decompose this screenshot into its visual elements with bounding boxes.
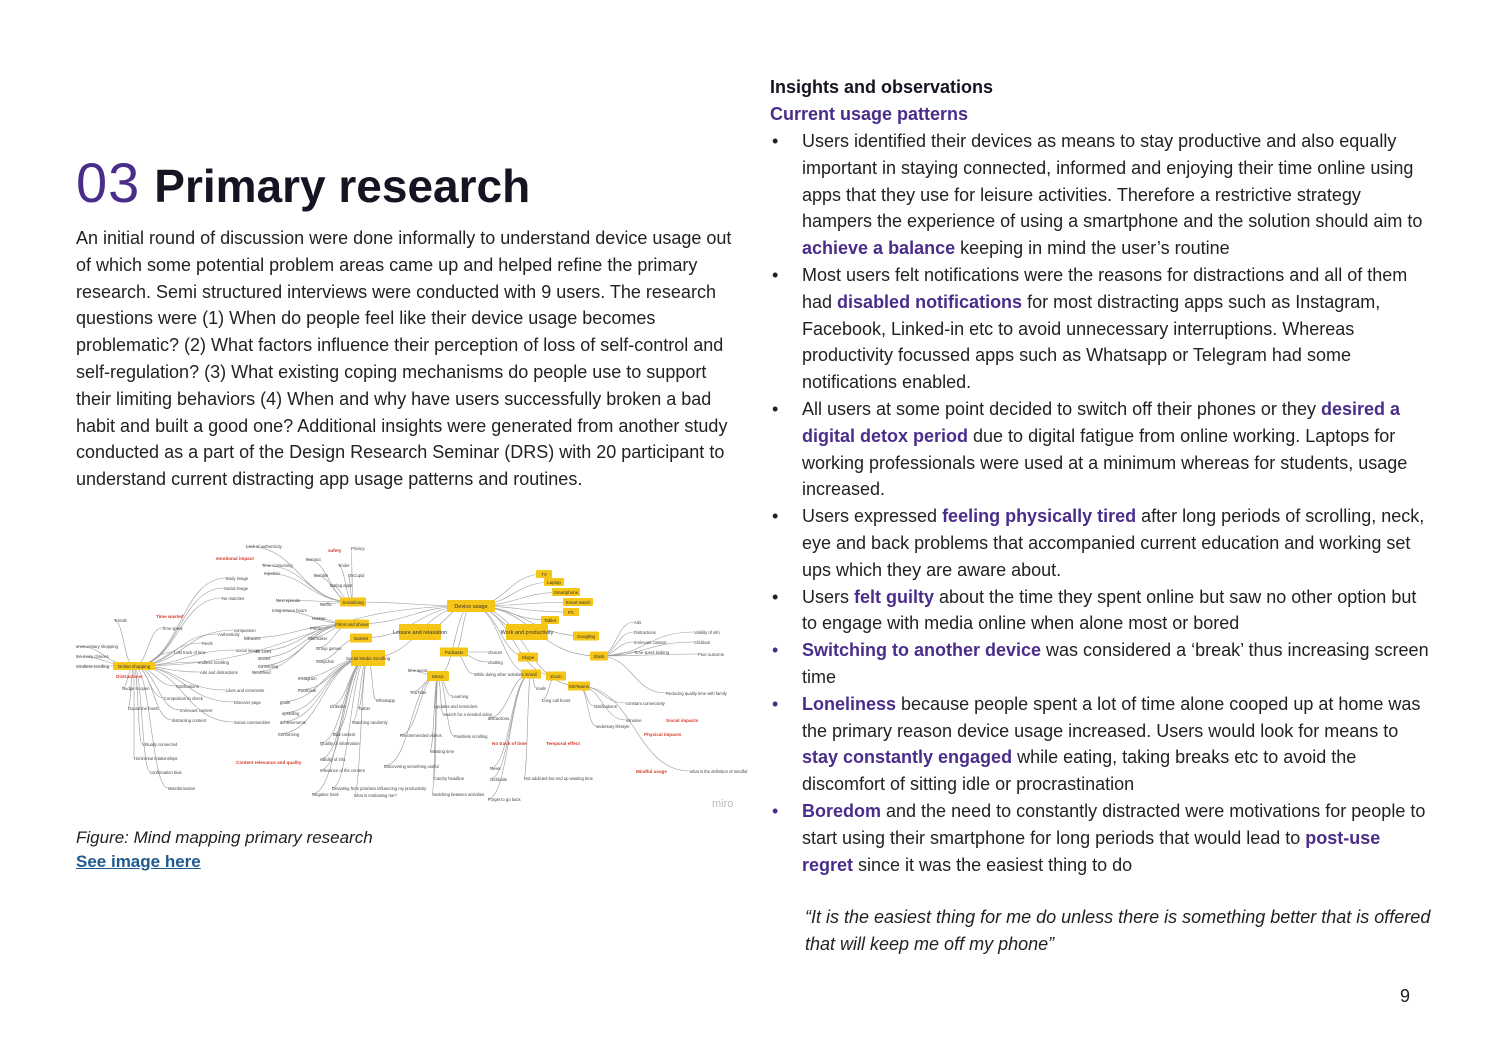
mind-map-category: safety <box>328 548 342 553</box>
mind-map-label: Clickbait <box>694 640 710 645</box>
figure-caption: Figure: Mind mapping primary research <box>76 828 373 847</box>
mind-map-label: mindless scrolling <box>76 664 110 669</box>
mind-map-label: Instagram <box>298 676 317 681</box>
mind-map-connector <box>599 656 666 693</box>
mind-map-node-label: PC <box>567 610 575 615</box>
mind-map-label: Hotstar <box>312 616 326 621</box>
mind-map-label: Forget to go back <box>488 797 521 802</box>
mind-map-connector <box>114 620 134 666</box>
mind-map-node-label: Smartphone <box>553 590 579 595</box>
mind-map-node-label: Films and shows <box>335 622 369 627</box>
mind-map-category: emotional impact <box>216 556 254 561</box>
mind-map-connector <box>320 658 368 770</box>
mind-map-label: Snapchat <box>316 659 334 664</box>
mind-map-label: Tinder <box>338 563 350 568</box>
mind-map-label: Switching between activities <box>432 792 485 797</box>
mind-map-label: what is motivating me? <box>354 793 397 798</box>
mind-map-label: Wasting time <box>430 749 455 754</box>
insights-list <box>770 128 1432 878</box>
mind-map-node-label: TV <box>541 572 547 577</box>
mind-map-label: Dating apps <box>330 583 353 588</box>
mind-map-label: Connecting <box>278 732 300 737</box>
mind-map-label: Facebook <box>298 688 317 693</box>
mind-map-label: Irrelevant content <box>634 640 667 645</box>
mind-map-node-label: Socializing <box>342 600 364 605</box>
mind-map-category: Mindful usage <box>636 769 667 774</box>
mind-map-connector <box>524 674 531 778</box>
mind-map-label: Notifications <box>176 684 199 689</box>
mind-map-label: LinkedIn <box>330 704 346 709</box>
mind-map-label: Reducing quality time with family <box>666 691 727 696</box>
mind-map-connector <box>134 628 162 666</box>
mind-map-label: Nudge to open <box>122 686 150 691</box>
mind-map-label: Updates and reminders <box>434 704 478 709</box>
mind-map-label: Notifications <box>594 704 617 709</box>
mind-map-node-label: Work and productivity <box>500 630 554 636</box>
mind-map-label: Virtually connected <box>142 742 178 747</box>
mind-map-label: endless scrolling <box>198 660 229 665</box>
mind-map-label: No matches <box>222 596 245 601</box>
user-quote: “It is the easiest thing for me do unless there is something better that is offered that will keep me off my phone” <box>805 907 1431 955</box>
mind-map-label: comparison <box>234 628 256 633</box>
mind-map-label: mails <box>536 686 546 691</box>
mind-map-connector <box>312 658 368 794</box>
mind-map-label: Whatsapp <box>376 698 395 703</box>
mind-map-connector <box>490 674 531 768</box>
mind-map-connector <box>400 676 438 735</box>
mind-map-label: Time spent looking <box>634 650 669 655</box>
mind-map-label: Starmaker <box>308 636 328 641</box>
mind-map-connector <box>352 658 368 722</box>
mind-map-label: OkCupid <box>348 573 365 578</box>
bullet-dot: • <box>772 131 779 151</box>
mind-map-label: connecting <box>258 664 279 669</box>
mind-map-label: chatting <box>488 660 503 665</box>
mind-map-node-label: Games <box>353 636 369 641</box>
mind-map-label: followers <box>244 636 261 641</box>
mind-map-figure[interactable] <box>76 540 748 815</box>
mind-map-category: Social impacts <box>666 718 699 723</box>
mind-map-label: Social image <box>224 586 248 591</box>
mind-map-label: Lost track of time <box>174 650 206 655</box>
mind-map-node-label: Smart watch <box>565 600 591 605</box>
mind-map-label: confirmation bias <box>150 770 182 775</box>
mind-map-connector <box>579 686 626 720</box>
mind-map-label: Social communities <box>234 720 271 725</box>
mind-map-category: Time wasted <box>156 614 184 619</box>
mind-map-label: Catchy headline <box>434 776 465 781</box>
mind-map-node-label: Tablet <box>543 618 557 623</box>
mind-map-label: Next episode <box>276 598 301 603</box>
mind-map-label: Long call hours <box>542 698 571 703</box>
mind-map-label: Newsfeed <box>252 670 271 675</box>
mind-map-label: Discover page <box>234 700 261 705</box>
mind-map-label: Quality of information <box>320 741 360 746</box>
mind-map-label: Group games <box>316 646 342 651</box>
mind-map-label: News <box>490 766 501 771</box>
right-column <box>770 74 1432 958</box>
mind-map-label: Dopamine boost <box>128 706 159 711</box>
bullet-dot: • <box>772 506 779 527</box>
mind-map-label: Poor outcome <box>698 652 725 657</box>
mind-map-category: Content relevance and quality <box>236 760 302 765</box>
mind-map-category: Distractions <box>116 674 143 679</box>
mind-map-label: goals <box>280 700 291 705</box>
section-title: Primary research <box>154 160 531 212</box>
mind-map-connector <box>599 622 634 656</box>
bullet-dot: • <box>772 640 779 661</box>
left-column <box>76 150 736 493</box>
mind-map-label: Twitter <box>358 706 371 711</box>
mind-map-label: unnecessary shopping <box>76 644 118 649</box>
mind-map-label: Burnout <box>306 557 321 562</box>
mind-map-node-label: Device usage <box>454 604 488 610</box>
bullet-dot: • <box>772 264 779 285</box>
mind-map-label: Irrelevant content <box>180 708 213 713</box>
mind-map-label: Distractions <box>634 630 656 635</box>
mind-map-label: Bad content <box>333 732 356 737</box>
mind-map-connector <box>490 674 531 779</box>
mind-map-label: Likes and comments <box>226 688 265 693</box>
mind-map-node-label: Email <box>525 672 537 677</box>
mind-map-connector <box>488 674 531 718</box>
mind-map-node-label: Zoom <box>550 674 562 679</box>
mind-map-label: distractions <box>488 716 510 721</box>
list-item: • Switching to another device was considered a ‘break’ thus increasing screen time <box>770 637 1432 691</box>
mind-map-label: validity of info <box>320 757 346 762</box>
mind-map-node-label: Slack <box>593 654 605 659</box>
mind-map-label: Search for a needed video <box>443 712 493 717</box>
mind-map-label: Authenticity <box>218 632 240 637</box>
bullet-dot: • <box>772 800 779 821</box>
mind-map-node-label: Podcasts <box>444 650 464 655</box>
figure-watermark: miro <box>712 798 734 810</box>
mind-map-label: social image <box>236 648 260 653</box>
mind-map-node-label: Social Media Scrolling <box>345 656 391 661</box>
see-image-link[interactable]: See image here <box>76 852 201 871</box>
mind-map-label: Recommended videos <box>400 733 442 738</box>
list-item: • Loneliness because people spent a lot of time alone cooped up at home was the primary reason device usage increased. Users would look for means to stay constantly engaged while eating, taking breaks etc to avoid the discomfort of sitting idle or procrastination <box>770 691 1432 798</box>
mind-map-label: While doing other activities <box>474 672 524 677</box>
mind-map-node-label: Music <box>432 674 444 679</box>
mind-map-label: stories <box>258 656 271 661</box>
mind-map-label: too many choices <box>76 654 109 659</box>
mind-map-node-label: Leisure and relaxation <box>392 630 448 636</box>
mind-map-label: YouTube <box>410 690 427 695</box>
mind-map-label: Compulsion to check <box>164 696 203 701</box>
mind-map-node-label: Skype <box>521 655 535 660</box>
mind-map-label: upskilling <box>282 711 300 716</box>
list-item: • Users expressed feeling physically tired after long periods of scrolling, neck, eye and back problems that accompanied current education and working set ups which they are aware about. <box>770 503 1432 583</box>
bullet-dot: • <box>772 586 779 607</box>
mind-map-label: Bumble <box>314 573 329 578</box>
insights-subtitle: Current usage patterns <box>770 104 969 124</box>
list-item: • Most users felt notifications were the reasons for distractions and all of them had disabled notifications for most distracting apps such as Instagram, Facebook, Linked-in etc to avoid unnecessary interruptions. Whereas productivity focussed apps such as Whatsapp or Telegram had some notifications enabled. <box>770 262 1432 396</box>
mind-map-connector <box>354 658 368 795</box>
mind-map-label: Validity of info <box>694 630 720 635</box>
mind-map-label: Learning <box>452 694 469 699</box>
mind-map-label: Negative track <box>312 792 339 797</box>
mind-map-label: sedentary lifestyle <box>596 724 630 729</box>
bullet-dot: • <box>772 693 779 714</box>
mind-map-label: Privacy <box>351 546 365 551</box>
mind-map-label: distracting content <box>172 718 206 723</box>
mind-map-label: Deviating from priorities influencing my productivity <box>332 786 427 791</box>
mind-map-label: Prime <box>310 626 321 631</box>
mind-map-label: relevance of the content <box>320 768 365 773</box>
section-number: 03 <box>76 151 141 214</box>
mind-map-label: Long screen hours <box>272 608 307 613</box>
mind-map-category: No track of time <box>492 741 527 746</box>
intro-paragraph: An initial round of discussion were done informally to understand device usage out of which some potential problem areas came up and helped refine the primary research. Semi structured interviews were conducted with 9 users. The research questions were (1) When do people feel like their device usage becomes problematic? (2) What factors influence their perception of loss of self-control and self-regulation? (3) What existing coping mechanisms do people use to support their limiting behaviors (4) When and why have users successfully broken a bad habit and built a good one? Additional insights were generated from another study conducted as a part of the Design Research Seminar (DRS) with 20 participant to understand current distracting app usage patterns and routines. <box>76 228 732 490</box>
bullet-dot: • <box>772 398 779 419</box>
mind-map-label: Trends <box>114 618 127 623</box>
mind-map-category: Temporal effect <box>546 741 580 746</box>
mind-map-connector <box>282 658 368 713</box>
list-item: • Users identified their devices as means to stay productive and also equally important in staying connected, informed and enjoying their time online using apps that they use for leisure activities. Therefore a restrictive strategy hampers the experience of using a smartphone and the solution should aim to achieve a balance keeping in mind the user’s routine <box>770 128 1432 262</box>
mind-map-label: time spent <box>408 668 428 673</box>
mind-map-label: Body image <box>226 576 249 581</box>
page-number: 9 <box>1400 986 1411 1006</box>
mind-map-node-label: Googling <box>576 634 596 639</box>
mind-map-label: Watching randomly <box>352 720 388 725</box>
mind-map-label: Pointless scrolling <box>454 734 488 739</box>
mind-map-connector <box>454 606 471 652</box>
mind-map-label: what is the definition of mindful <box>690 769 748 774</box>
insights-title: Insights and observations <box>770 77 994 97</box>
section-heading <box>76 150 736 215</box>
mind-map-label: Discovering something useful <box>384 764 439 769</box>
mind-map-node-label: Online shopping <box>117 664 151 669</box>
mind-map-label: Time consuming <box>262 563 293 568</box>
mind-map-category: Physical impacts <box>644 732 682 737</box>
list-item: • Boredom and the need to constantly distracted were motivations for people to start using their smartphone for long periods that would lead to post-use regret since it was the easiest thing to do <box>770 798 1432 878</box>
mind-map-label: clickbaits <box>490 777 507 782</box>
mind-map-label: choices <box>488 650 503 655</box>
mind-map-label: intrusive <box>626 718 642 723</box>
mind-map-node-label: MSTeams <box>568 684 590 689</box>
mind-map-label: Netflix <box>320 602 332 607</box>
mind-map-label: rejection <box>264 571 280 576</box>
mind-map-label: Time spent <box>162 626 183 631</box>
list-item: • All users at some point decided to switch off their phones or they desired a digital detox period due to digital fatigue from online working. Laptops for working professionals were used at a minimum whereas for students, usage increased. <box>770 396 1432 503</box>
mind-map-label: Horizontal relationships <box>134 756 178 761</box>
mind-map-label: Not addicted but end up wasting time <box>524 776 593 781</box>
mind-map-node-label: Laptop <box>547 580 561 585</box>
mind-map-connector <box>246 546 353 602</box>
mind-map-label: Ads and distractions <box>200 670 238 675</box>
mind-map-label: IG Lives <box>256 649 272 654</box>
list-item: • Users felt guilty about the time they spent online but saw no other option but to engage with media online when alone most or bored <box>770 584 1432 638</box>
mind-map-label: Misinformation <box>168 786 196 791</box>
mind-map-label: constant connectivity <box>626 701 665 706</box>
mind-map-label: achievements <box>280 720 306 725</box>
mind-map-connector <box>134 598 222 666</box>
mind-map-label: Reels <box>202 641 213 646</box>
mind-map-connector <box>438 606 471 676</box>
mind-map-label: Ads <box>634 620 642 625</box>
mind-map-label: Lack of authenticity <box>246 544 282 549</box>
